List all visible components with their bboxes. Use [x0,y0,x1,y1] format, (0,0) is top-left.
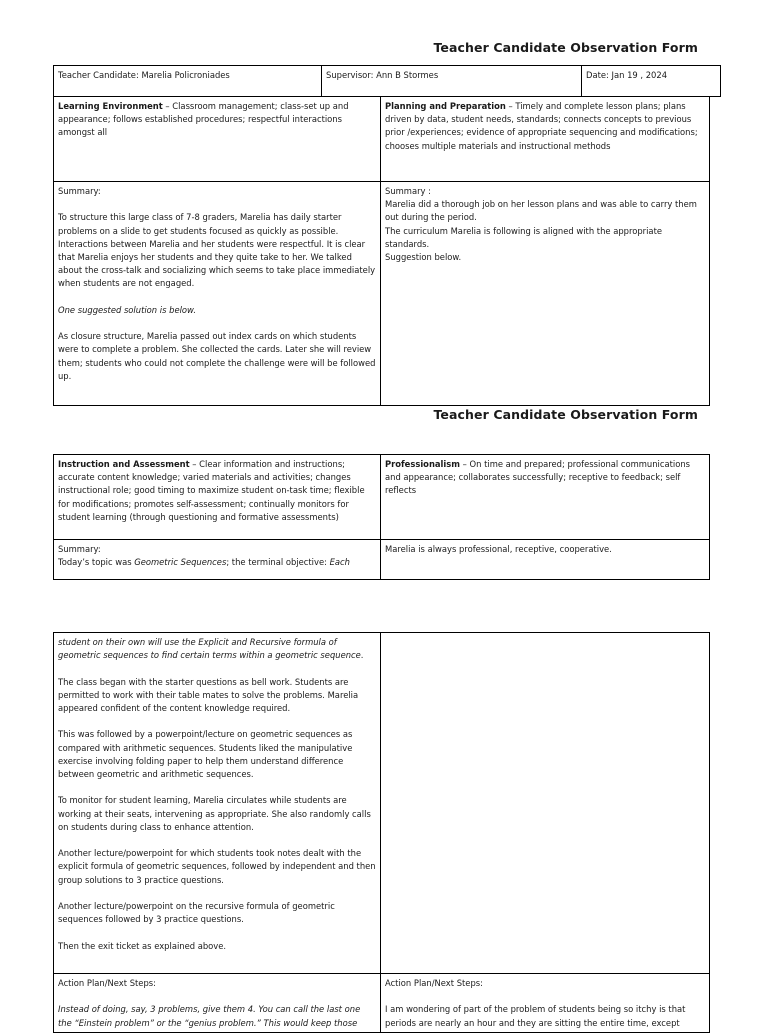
action-plan-label: Action Plan/Next Steps: [58,978,156,988]
summary-learning-environment [53,181,381,406]
summary-paragraph: To monitor for student learning, Marelia circulates while students are working at their seats, intervening as appropriate. She also randomly calls on students during class to enhance attention. [58,795,371,832]
professionalism-cell [380,454,710,540]
summary-planning [380,181,710,406]
form-title: Teacher Candidate Observation Form [433,40,698,55]
summary-instruction [53,539,381,580]
action-plan-text: Instead of doing, say, 3 problems, give them 4. You can call the last one the “Einstein problem” or the “genius problem.” This would keep those [58,1004,361,1028]
candidate-name: Teacher Candidate: Marelia Policroniades [58,70,230,80]
professionalism-title: Professionalism [385,459,461,469]
learning-environment-desc: – Classroom management; class-set up and appearance; follows established procedures; respectful interactions amongst all [58,101,349,138]
summary-paragraph: This was followed by a powerpoint/lecture on geometric sequences as compared with arithmetic sequences. Students liked the manipulative exercise involving folding paper to help them understand difference between geometric and arithmetic sequences. [58,729,353,779]
summary-label: Summary: [58,544,101,554]
summary-suggestion-note: One suggested solution is below. [58,304,197,315]
summary-line: The curriculum Marelia is following is aligned with the appropriate standards. [385,225,662,249]
instruction-desc: – Clear information and instructions; accurate content knowledge; varied materials and activities; changes instructional role; good timing to maximize student on-task time; flexible for modifications; promotes self-assessment; continually monitors for student learning (through questioning and formative assessments) [58,459,365,522]
action-plan-text: I am wondering of part of the problem of students being so itchy is that periods are nearly an hour and they are sitting the entire time, except [385,1004,686,1028]
summary-paragraph: As closure structure, Marelia passed out index cards on which students were to complete a problem. She collected the cards. Later she will review them; students who could not complete the challenge were will be followed up. [58,331,376,381]
planning-cell [380,96,710,182]
summary-label: Summary : [385,186,431,196]
supervisor-name: Supervisor: Ann B Stormes [326,70,439,80]
action-plan-left [53,973,381,1033]
instruction-cell [53,454,381,540]
summary-instruction-continued [53,632,381,974]
summary-paragraph: Another lecture/powerpoint for which students took notes dealt with the explicit formula of geometric sequences, followed by independent and then group solutions to 3 practice questions. [58,848,376,885]
learning-environment-cell [53,96,381,182]
summary-professionalism [380,539,710,580]
summary-line: Marelia did a thorough job on her lesson plans and was able to carry them out during the period. [385,199,697,223]
summary-topic-line: Today’s topic was Geometric Sequences; the terminal objective: Each [58,557,350,568]
summary-paragraph: Then the exit ticket as explained above. [58,940,227,951]
observation-date: Date: Jan 19 , 2024 [586,70,668,80]
summary-paragraph: To structure this large class of 7-8 graders, Marelia has daily starter problems on a slide to get students focused as quickly as possible. Interactions between Marelia and her students were respectful. It is clear that Marelia enjoys her students and they quite take to her. We talked about the cross-talk and socializing which seems to take place immediately when students are not engaged. [58,212,376,289]
form-title-repeat: Teacher Candidate Observation Form [433,407,698,422]
learning-environment-title: Learning Environment [58,101,163,111]
summary-paragraph: Another lecture/powerpoint on the recursive formula of geometric sequences followed by 3 practice questions. [58,900,335,925]
objective-continued: student on their own will use the Explicit and Recursive formula of geometric sequences to find certain terms within a geometric sequence. [58,637,364,661]
candidate-cell [53,65,322,97]
summary-line: Suggestion below. [385,252,462,263]
action-plan-label: Action Plan/Next Steps: [385,978,483,988]
planning-desc: – Timely and complete lesson plans; plans driven by data, student needs, standards; connects concepts to previous prior /experiences; evidence of appropriate sequencing and modifications; chooses multiple materials and instructional methods [385,101,698,151]
summary-line: Marelia is always professional, receptive, cooperative. [385,544,612,554]
instruction-title: Instruction and Assessment [58,459,190,469]
planning-title: Planning and Preparation [385,101,506,111]
date-cell [581,65,721,97]
summary-paragraph: The class began with the starter questions as bell work. Students are permitted to work with their table mates to solve the problems. Marelia appeared confident of the content knowledge required. [58,676,359,713]
supervisor-cell [321,65,582,97]
summary-label: Summary: [58,186,101,196]
professionalism-desc: – On time and prepared; professional communications and appearance; collaborates successfully; receptive to feedback; self reflects [385,459,691,496]
action-plan-right [380,973,710,1033]
empty-cell [380,632,710,974]
